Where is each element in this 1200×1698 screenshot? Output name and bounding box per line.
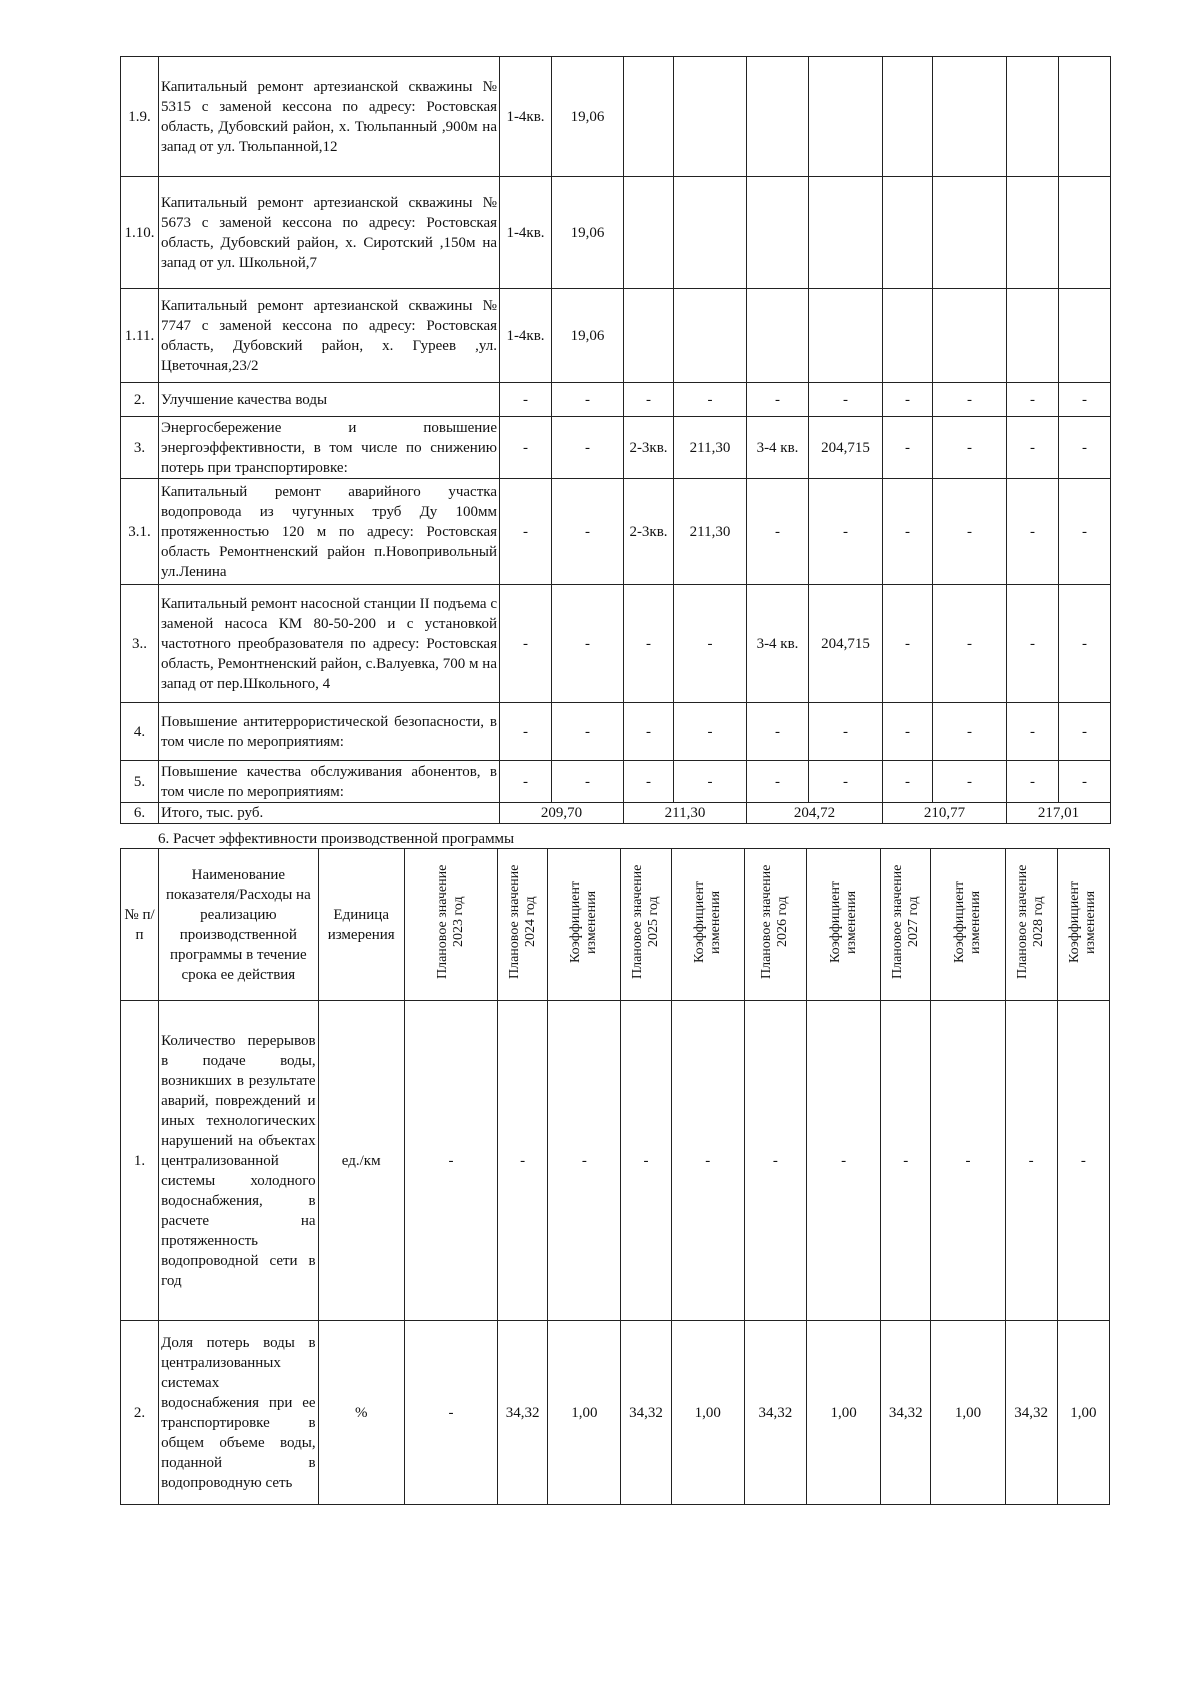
cell-value — [809, 57, 883, 177]
cell-value: - — [807, 1001, 881, 1321]
row-name: Количество перерывов в подаче воды, возникших в результате аварий, повреждений и иных технологических нарушений на объектах централизованной системы холодного водоснабжения, в расчете на протяженность водопроводной сети в год — [159, 1001, 318, 1321]
table-row — [121, 417, 1111, 479]
cell-value — [1059, 177, 1111, 289]
cell-value: 204,715 — [809, 417, 883, 479]
efficiency-table — [120, 848, 1110, 1505]
cell-value: - — [404, 1321, 497, 1505]
header-label: Коэффициент изменения — [827, 880, 859, 963]
measures-table — [120, 56, 1111, 824]
cell-value: - — [809, 479, 883, 585]
cell-value: - — [1059, 383, 1111, 417]
cell-value: - — [500, 703, 552, 761]
cell-value — [933, 177, 1007, 289]
cell-value: - — [624, 383, 674, 417]
cell-value: - — [500, 417, 552, 479]
header-label: Плановое значение 2023 год — [434, 864, 466, 979]
cell-value: 204,715 — [809, 585, 883, 703]
cell-value — [933, 289, 1007, 383]
cell-value: - — [674, 383, 747, 417]
cell-value: - — [500, 479, 552, 585]
header-label: Плановое значение 2028 год — [1015, 864, 1047, 979]
cell-value: - — [1007, 761, 1059, 803]
cell-value: - — [404, 1001, 497, 1321]
row-number: 5. — [121, 761, 159, 803]
total-row — [121, 803, 1111, 824]
table-row — [121, 585, 1111, 703]
total-value: 204,72 — [747, 803, 883, 824]
cell-value: - — [933, 703, 1007, 761]
row-name: Капитальный ремонт артезианской скважины № 7747 с заменой кессона по адресу: Ростовская область, Дубовский район, х. Гуреев ,ул. Цветочная,23/2 — [159, 289, 500, 383]
header-column — [744, 849, 806, 1001]
cell-value — [883, 289, 933, 383]
cell-value: - — [552, 585, 624, 703]
header-label: Коэффициент изменения — [951, 880, 983, 963]
table-row — [121, 703, 1111, 761]
header-number: № п/п — [121, 849, 159, 1001]
row-number: 2. — [121, 383, 159, 417]
cell-value: - — [933, 417, 1007, 479]
total-value: 217,01 — [1007, 803, 1111, 824]
cell-value: - — [747, 703, 809, 761]
cell-value: - — [883, 585, 933, 703]
header-name: Наименование показателя/Расходы на реализацию производственной программы в течение срока ее действия — [159, 849, 318, 1001]
cell-value: 2-3кв. — [624, 479, 674, 585]
row-name: Капитальный ремонт аварийного участка водопровода из чугунных труб Ду 100мм протяженностью 120 м по адресу: Ростовская область Ремонтненский район п.Новопривольный ул.Ленина — [159, 479, 500, 585]
cell-value: 211,30 — [674, 417, 747, 479]
cell-value: 3-4 кв. — [747, 417, 809, 479]
cell-value: 1,00 — [931, 1321, 1005, 1505]
cell-value: - — [498, 1001, 548, 1321]
cell-value — [747, 289, 809, 383]
cell-value: - — [933, 761, 1007, 803]
cell-value: - — [883, 417, 933, 479]
table-row — [121, 289, 1111, 383]
row-number: 3. — [121, 417, 159, 479]
header-column — [931, 849, 1005, 1001]
cell-value: - — [883, 479, 933, 585]
table-row — [121, 383, 1111, 417]
cell-value: - — [1007, 383, 1059, 417]
cell-value — [809, 289, 883, 383]
header-label: Плановое значение 2026 год — [759, 864, 791, 979]
row-number: 2. — [121, 1321, 159, 1505]
row-number: 3.. — [121, 585, 159, 703]
cell-value: 1,00 — [807, 1321, 881, 1505]
cell-value: - — [1005, 1001, 1057, 1321]
cell-value — [624, 289, 674, 383]
cell-value: - — [1007, 479, 1059, 585]
row-number: 1.10. — [121, 177, 159, 289]
cell-value — [1007, 289, 1059, 383]
table-row — [121, 1001, 1110, 1321]
cell-value: - — [933, 479, 1007, 585]
header-label: Коэффициент изменения — [691, 880, 723, 963]
cell-value: - — [809, 761, 883, 803]
cell-value: - — [931, 1001, 1005, 1321]
row-name: Повышение антитеррористической безопасности, в том числе по мероприятиям: — [159, 703, 500, 761]
cell-value: - — [1059, 479, 1111, 585]
row-name: Повышение качества обслуживания абонентов, в том числе по мероприятиям: — [159, 761, 500, 803]
cell-value — [674, 289, 747, 383]
cell-value: - — [1059, 585, 1111, 703]
cell-value: - — [500, 761, 552, 803]
row-name: Энергосбережение и повышение энергоэффективности, в том числе по снижению потерь при транспортировке: — [159, 417, 500, 479]
cell-value — [674, 57, 747, 177]
cell-value: - — [1059, 761, 1111, 803]
row-name: Капитальный ремонт артезианской скважины № 5315 с заменой кессона по адресу: Ростовская область, Дубовский район, х. Тюльпанный ,900м на запад от ул. Тюльпанной,12 — [159, 57, 500, 177]
cell-value: 19,06 — [552, 289, 624, 383]
cell-value: - — [1057, 1001, 1109, 1321]
row-name: Улучшение качества воды — [159, 383, 500, 417]
cell-value: 3-4 кв. — [747, 585, 809, 703]
header-column — [807, 849, 881, 1001]
cell-value: 1,00 — [548, 1321, 621, 1505]
header-label: Плановое значение 2027 год — [889, 864, 921, 979]
cell-value: 34,32 — [1005, 1321, 1057, 1505]
row-name: Доля потерь воды в централизованных системах водоснабжения при ее транспортировке в общем объеме воды, поданной в водопроводную сеть — [159, 1321, 318, 1505]
cell-value: - — [1059, 703, 1111, 761]
cell-value — [1059, 289, 1111, 383]
cell-value — [933, 57, 1007, 177]
cell-value: - — [552, 417, 624, 479]
table-row — [121, 761, 1111, 803]
cell-value: - — [883, 703, 933, 761]
cell-value — [624, 177, 674, 289]
cell-value: - — [809, 383, 883, 417]
cell-value: - — [500, 585, 552, 703]
cell-value: 1-4кв. — [500, 177, 552, 289]
cell-value — [624, 57, 674, 177]
cell-value: 34,32 — [498, 1321, 548, 1505]
cell-value: 1-4кв. — [500, 57, 552, 177]
cell-value: - — [1007, 703, 1059, 761]
cell-value: 1,00 — [1057, 1321, 1109, 1505]
cell-value: - — [883, 383, 933, 417]
cell-value — [747, 177, 809, 289]
cell-value: 2-3кв. — [624, 417, 674, 479]
cell-value: 1,00 — [671, 1321, 744, 1505]
cell-value — [674, 177, 747, 289]
row-name: Капитальный ремонт артезианской скважины № 5673 с заменой кессона по адресу: Ростовская область, Дубовский район, х. Сиротский ,150м на запад от ул. Школьной,7 — [159, 177, 500, 289]
table-row — [121, 479, 1111, 585]
cell-value: - — [621, 1001, 671, 1321]
cell-value — [883, 57, 933, 177]
cell-value: 34,32 — [621, 1321, 671, 1505]
header-row — [121, 849, 1110, 1001]
cell-value: - — [1059, 417, 1111, 479]
row-number: 4. — [121, 703, 159, 761]
total-value: 210,77 — [883, 803, 1007, 824]
cell-value: - — [552, 383, 624, 417]
cell-value: - — [624, 585, 674, 703]
cell-value: - — [883, 761, 933, 803]
cell-value — [1007, 177, 1059, 289]
table-row — [121, 177, 1111, 289]
table-row — [121, 57, 1111, 177]
cell-value: - — [500, 383, 552, 417]
cell-value: - — [552, 479, 624, 585]
header-column — [671, 849, 744, 1001]
row-unit: ед./км — [318, 1001, 404, 1321]
row-unit: % — [318, 1321, 404, 1505]
header-label: Плановое значение 2025 год — [630, 864, 662, 979]
row-number: 6. — [121, 803, 159, 824]
cell-value: 211,30 — [674, 479, 747, 585]
header-column — [498, 849, 548, 1001]
cell-value: - — [624, 703, 674, 761]
cell-value — [1007, 57, 1059, 177]
cell-value: - — [809, 703, 883, 761]
header-column — [1057, 849, 1109, 1001]
header-column — [404, 849, 497, 1001]
header-column — [1005, 849, 1057, 1001]
cell-value — [1059, 57, 1111, 177]
header-label: Плановое значение 2024 год — [506, 864, 538, 979]
cell-value: 34,32 — [744, 1321, 806, 1505]
cell-value: - — [552, 761, 624, 803]
cell-value: 34,32 — [881, 1321, 931, 1505]
table-row — [121, 1321, 1110, 1505]
header-column — [548, 849, 621, 1001]
cell-value: - — [747, 479, 809, 585]
header-label: Коэффициент изменения — [568, 880, 600, 963]
row-name: Капитальный ремонт насосной станции II подъема с заменой насоса КМ 80-50-200 и с установкой частотного преобразователя по адресу: Ростовская область, Ремонтненский район, с.Валуевка, 700 м на запад от пер.Школьного, 4 — [159, 585, 500, 703]
row-number: 1.11. — [121, 289, 159, 383]
section-caption: 6. Расчет эффективности производственной программы — [158, 831, 515, 847]
cell-value: 1-4кв. — [500, 289, 552, 383]
header-column — [621, 849, 671, 1001]
cell-value: 19,06 — [552, 177, 624, 289]
total-value: 209,70 — [500, 803, 624, 824]
cell-value: - — [674, 703, 747, 761]
cell-value — [747, 57, 809, 177]
cell-value: - — [744, 1001, 806, 1321]
cell-value: - — [674, 761, 747, 803]
cell-value: - — [674, 585, 747, 703]
cell-value — [809, 177, 883, 289]
cell-value: - — [548, 1001, 621, 1321]
cell-value: - — [747, 761, 809, 803]
cell-value: - — [933, 383, 1007, 417]
cell-value: - — [552, 703, 624, 761]
cell-value: - — [624, 761, 674, 803]
row-name: Итого, тыс. руб. — [159, 803, 500, 824]
cell-value: - — [1007, 417, 1059, 479]
cell-value: - — [1007, 585, 1059, 703]
cell-value: - — [881, 1001, 931, 1321]
total-value: 211,30 — [624, 803, 747, 824]
cell-value: - — [671, 1001, 744, 1321]
cell-value — [883, 177, 933, 289]
row-number: 1. — [121, 1001, 159, 1321]
header-unit: Единица измерения — [318, 849, 404, 1001]
header-label: Коэффициент изменения — [1067, 880, 1099, 963]
cell-value: - — [747, 383, 809, 417]
cell-value: 19,06 — [552, 57, 624, 177]
row-number: 1.9. — [121, 57, 159, 177]
header-column — [881, 849, 931, 1001]
row-number: 3.1. — [121, 479, 159, 585]
cell-value: - — [933, 585, 1007, 703]
